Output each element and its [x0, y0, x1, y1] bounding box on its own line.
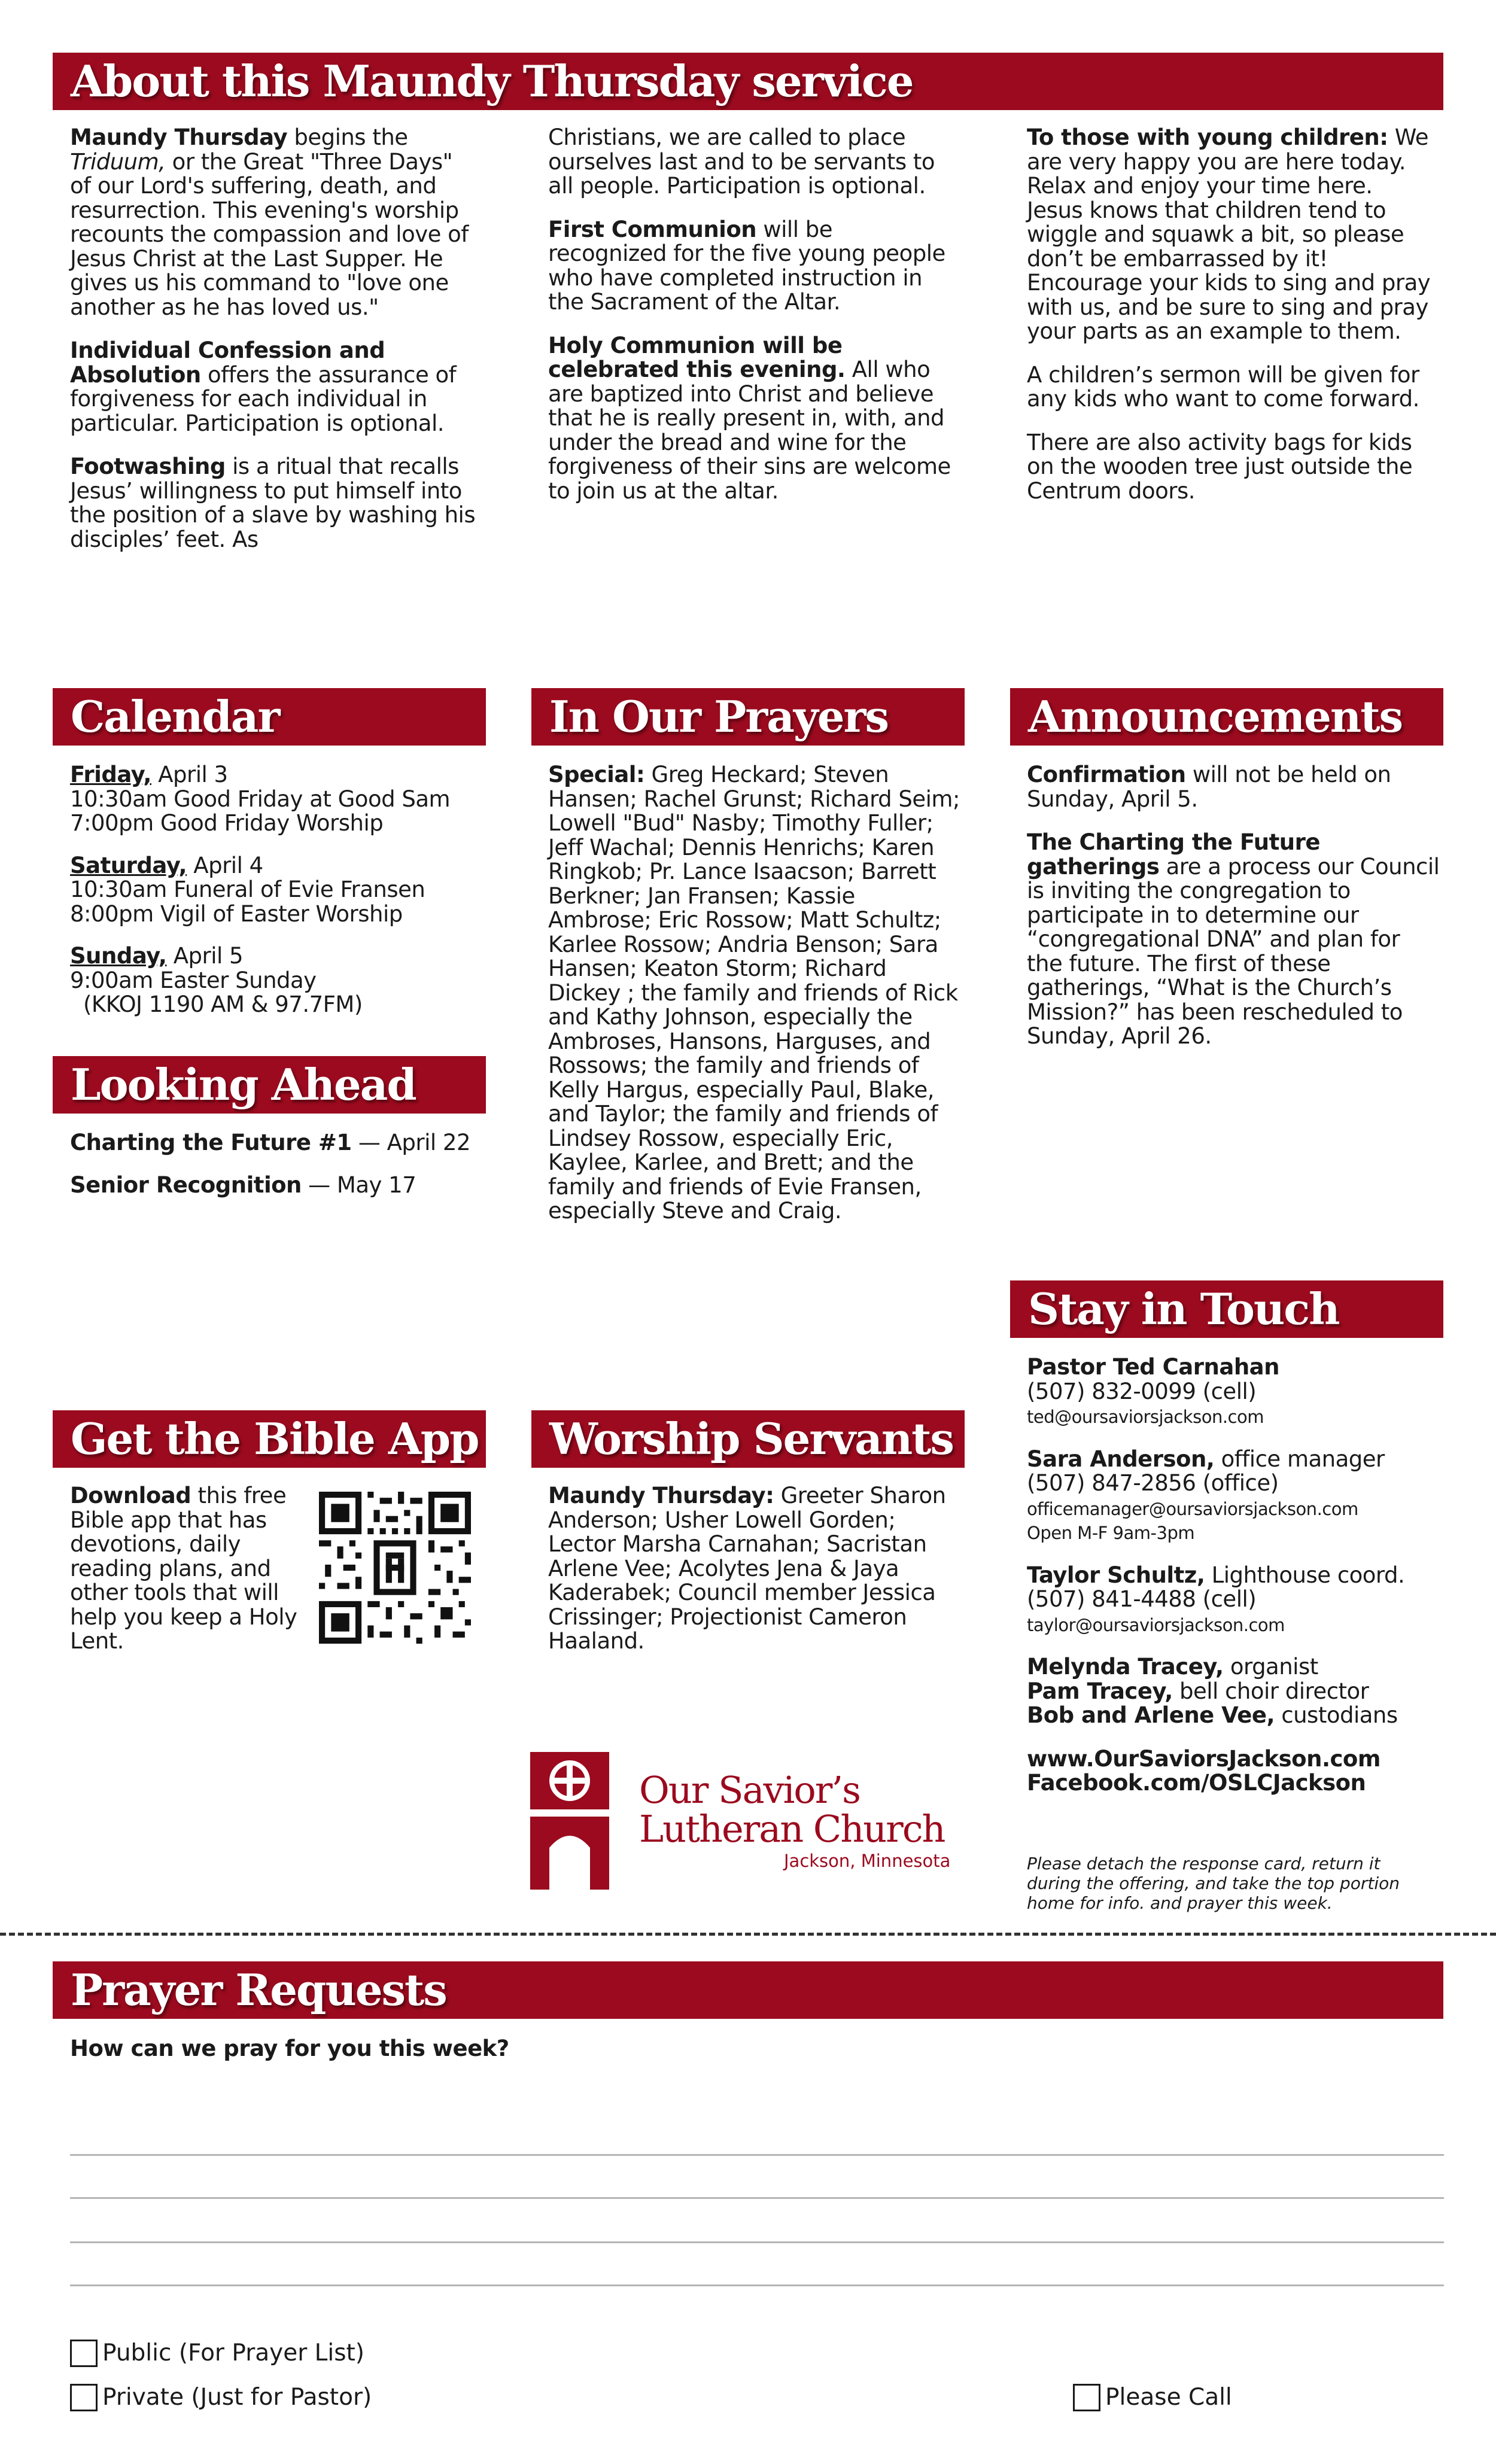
worship-servants-names: Greeter Sharon Anderson; Usher Lowell Gorden; Lector Marsha Carnahan; Sacristan Arlene Vee; Acolytes Jena & Jaya Kaderabek; Council member Jessica Crissinger; Projectionist Cameron Haaland. [548, 1483, 946, 1654]
lighthouse-coordinator-role: Lighthouse coord. [1205, 1562, 1405, 1588]
worship-servants-list [548, 1484, 961, 1673]
footwashing-text-continued: Christians, we are called to place ourselves last and to be servants to all people. Participation is optional. [548, 124, 935, 199]
calendar-list [70, 763, 483, 1035]
about-text: begins the [287, 124, 408, 150]
stay-in-touch-banner: Stay in Touch [1010, 1280, 1443, 1338]
maundy-thursday-heading: Maundy Thursday [70, 124, 288, 150]
worship-servants-banner: Worship Servants [531, 1410, 965, 1468]
first-communion-text: will be recognized for the five young people who have completed instruction in the Sacrament of the Altar. [548, 216, 945, 315]
footwashing-heading: Footwashing [70, 454, 226, 479]
confession-text: offers the assurance of forgiveness for each individual in particular. Participation is optional. [70, 361, 457, 436]
church-location: Jackson, Minnesota [784, 1851, 951, 1871]
church-name-line1: Our Savior’s [639, 1768, 860, 1812]
lighthouse-email: taylor@oursaviorsjackson.com [1027, 1614, 1285, 1635]
detach-instructions: Please detach the response card, return it during the offering, and take the top portion home for info. and prayer this week. [1027, 1854, 1400, 1913]
perforation-cut-line [0, 1933, 1496, 1936]
charting-future-text: are a process our Council is inviting the congregation to participate in to determine our “congregational DNA” and plan for the future. The first of these gatherings, “What is the Church’s Mission?” has been rescheduled to Sunday, April 26. [1027, 853, 1440, 1049]
pastor-phone: (507) 832-0099 (cell) [1027, 1378, 1257, 1404]
activity-bags-text: There are also activity bags for kids on the wooden tree just outside the Centrum doors. [1027, 429, 1413, 504]
calendar-event: 7:00pm Good Friday Worship [70, 810, 384, 836]
looking-ahead-item: Senior Recognition [70, 1172, 302, 1198]
lighthouse-coordinator-name: Taylor Schultz, [1027, 1562, 1205, 1588]
looking-ahead-banner: Looking Ahead [53, 1056, 486, 1114]
young-children-text: We are very happy you are here today. Relax and enjoy your time here. Jesus knows that children tend to wiggle and squawk a bit, so please don’t be embarrassed by it! Encourage your kids to sing and pray with us, and be sure to sing and pray your parts as an example to them. [1027, 124, 1431, 344]
calendar-event: 10:30am Good Friday at Good Sam [70, 786, 451, 812]
confession-heading: Individual Confession and Absolution [70, 337, 385, 388]
first-communion-heading: First Communion [548, 216, 757, 242]
bible-app-qr-code[interactable] [319, 1492, 471, 1644]
prayers-names: Greg Heckard; Steven Hansen; Rachel Grunst; Richard Seim; Lowell "Bud" Nasby; Timothy Fuller; Jeff Wachal; Dennis Henrichs; Karen Ringkob; Pr. Lance Isaacson; Barrett Berkner; Jan Fransen; Kassie Ambrose; Eric Rossow; Matt Schultz; Karlee Rossow; Andria Benson; Sara Hansen; Keaton Storm; Richard Dickey ; the family and friends of Rick and Kathy Johnson, especially the Ambroses, Hansons, Harguses, and Rossows; the family and friends of Kelly Hargus, especially Paul, Blake, and Taylor; the family and friends of Lindsey Rossow, especially Eric, Kaylee, Karlee, and Brett; and the family and friends of Evie Fransen, especially Steve and Craig. [548, 762, 960, 1224]
organist-role: organist [1223, 1654, 1318, 1680]
calendar-event: 10:30am Funeral of Evie Fransen [70, 877, 425, 902]
calendar-day: Friday, [70, 762, 151, 787]
contact-list [1027, 1355, 1446, 1815]
looking-ahead-item: Charting the Future #1 [70, 1130, 352, 1155]
lighthouse-phone: (507) 841-4488 (cell) [1027, 1586, 1257, 1612]
looking-ahead-date: — May 17 [301, 1172, 416, 1198]
calendar-date: April 3 [151, 762, 228, 787]
bible-app-banner: Get the Bible App [53, 1410, 486, 1468]
calendar-date: April 5 [166, 943, 244, 969]
about-column-3 [1027, 126, 1434, 522]
childrens-sermon-text: A children’s sermon will be given for any kids who want to come forward. [1027, 361, 1419, 412]
facebook-link[interactable]: Facebook.com/OSLCJackson [1027, 1770, 1366, 1796]
about-text: or the Great "Three Days" of our Lord's suffering, death, and resurrection. This evening's worship recounts the compassion and love of Jesus Christ at the Last Supper. He gives us his command to "love one another as he has loved us." [70, 148, 469, 320]
bible-app-text [70, 1484, 315, 1673]
write-line[interactable] [70, 2154, 1444, 2156]
announcements-list [1027, 763, 1440, 1068]
write-line[interactable] [70, 2197, 1444, 2199]
write-line[interactable] [70, 2284, 1444, 2286]
holy-communion-heading: Holy Communion will be celebrated this evening. [548, 332, 846, 382]
call-checkbox-row[interactable] [1073, 2384, 1232, 2411]
prayer-question: How can we pray for you this week? [70, 2036, 509, 2061]
footwashing-text: is a ritual that recalls Jesus’ willingness to put himself into the position of a slave by washing his disciples’ feet. As [70, 454, 476, 552]
young-children-heading: To those with young children: [1027, 124, 1388, 150]
about-column-1 [70, 126, 477, 571]
office-phone: (507) 847-2856 (office) [1027, 1470, 1279, 1496]
calendar-day: Saturday, [70, 852, 187, 878]
office-email: officemanager@oursaviorsjackson.com [1027, 1498, 1358, 1519]
office-hours: Open M-F 9am-3pm [1027, 1523, 1195, 1543]
private-checkbox-row[interactable] [70, 2384, 372, 2411]
about-column-2 [548, 126, 955, 522]
prayers-banner: In Our Prayers [531, 688, 965, 746]
public-checkbox-label: Public (For Prayer List) [102, 2340, 365, 2366]
pastor-email: ted@oursaviorsjackson.com [1027, 1407, 1264, 1427]
organist-name: Melynda Tracey, [1027, 1654, 1224, 1680]
bell-director-role: bell choir director [1172, 1678, 1369, 1704]
custodians-name: Bob and Arlene Vee, [1027, 1702, 1275, 1728]
holy-communion-text: All who are baptized into Christ and believe that he is really present in, with, and under the bread and wine for the forgiveness of their sins are welcome to join us at the altar. [548, 357, 951, 504]
private-checkbox[interactable] [70, 2384, 98, 2411]
website-link[interactable]: www.OurSaviorsJackson.com [1027, 1745, 1381, 1772]
private-checkbox-label: Private (Just for Pastor) [102, 2384, 372, 2411]
calendar-event: (KKOJ 1190 AM & 97.7FM) [83, 991, 363, 1017]
looking-ahead-list [70, 1131, 483, 1215]
church-logo-icon [530, 1752, 609, 1890]
office-manager-role: office manager [1214, 1446, 1385, 1472]
call-checkbox[interactable] [1073, 2384, 1100, 2411]
bible-app-description: this free Bible app that has devotions, daily reading plans, and other tools that will help you keep a Holy Lent. [70, 1483, 297, 1654]
call-checkbox-label: Please Call [1105, 2384, 1232, 2411]
download-label: Download [70, 1483, 191, 1508]
church-name-line2: Lutheran Church [639, 1807, 945, 1851]
public-checkbox-row[interactable] [70, 2340, 364, 2367]
calendar-day: Sunday, [70, 943, 167, 969]
announcements-banner: Announcements [1010, 688, 1443, 746]
calendar-date: April 4 [187, 852, 263, 878]
custodians-role: custodians [1275, 1702, 1398, 1728]
triduum-term: Triduum, [70, 148, 166, 175]
public-checkbox[interactable] [70, 2340, 98, 2367]
worship-servants-label: Maundy Thursday: [548, 1483, 774, 1508]
about-banner: About this Maundy Thursday service [53, 53, 1443, 110]
write-line[interactable] [70, 2241, 1444, 2243]
pastor-name: Pastor Ted Carnahan [1027, 1354, 1279, 1380]
prayer-requests-banner: Prayer Requests [53, 1961, 1443, 2019]
calendar-banner: Calendar [53, 688, 486, 746]
prayers-special-label: Special: [548, 762, 645, 787]
calendar-event: 8:00pm Vigil of Easter Worship [70, 901, 403, 927]
calendar-event: 9:00am Easter Sunday [70, 967, 317, 993]
confirmation-heading: Confirmation [1027, 762, 1186, 787]
bell-director-name: Pam Tracey, [1027, 1678, 1173, 1704]
charting-future-heading: The Charting the Future gatherings [1027, 829, 1320, 880]
looking-ahead-date: — April 22 [351, 1130, 470, 1155]
confirmation-text: will not be held on Sunday, April 5. [1027, 762, 1391, 812]
prayers-list [548, 763, 961, 1243]
office-manager-name: Sara Anderson, [1027, 1446, 1215, 1472]
